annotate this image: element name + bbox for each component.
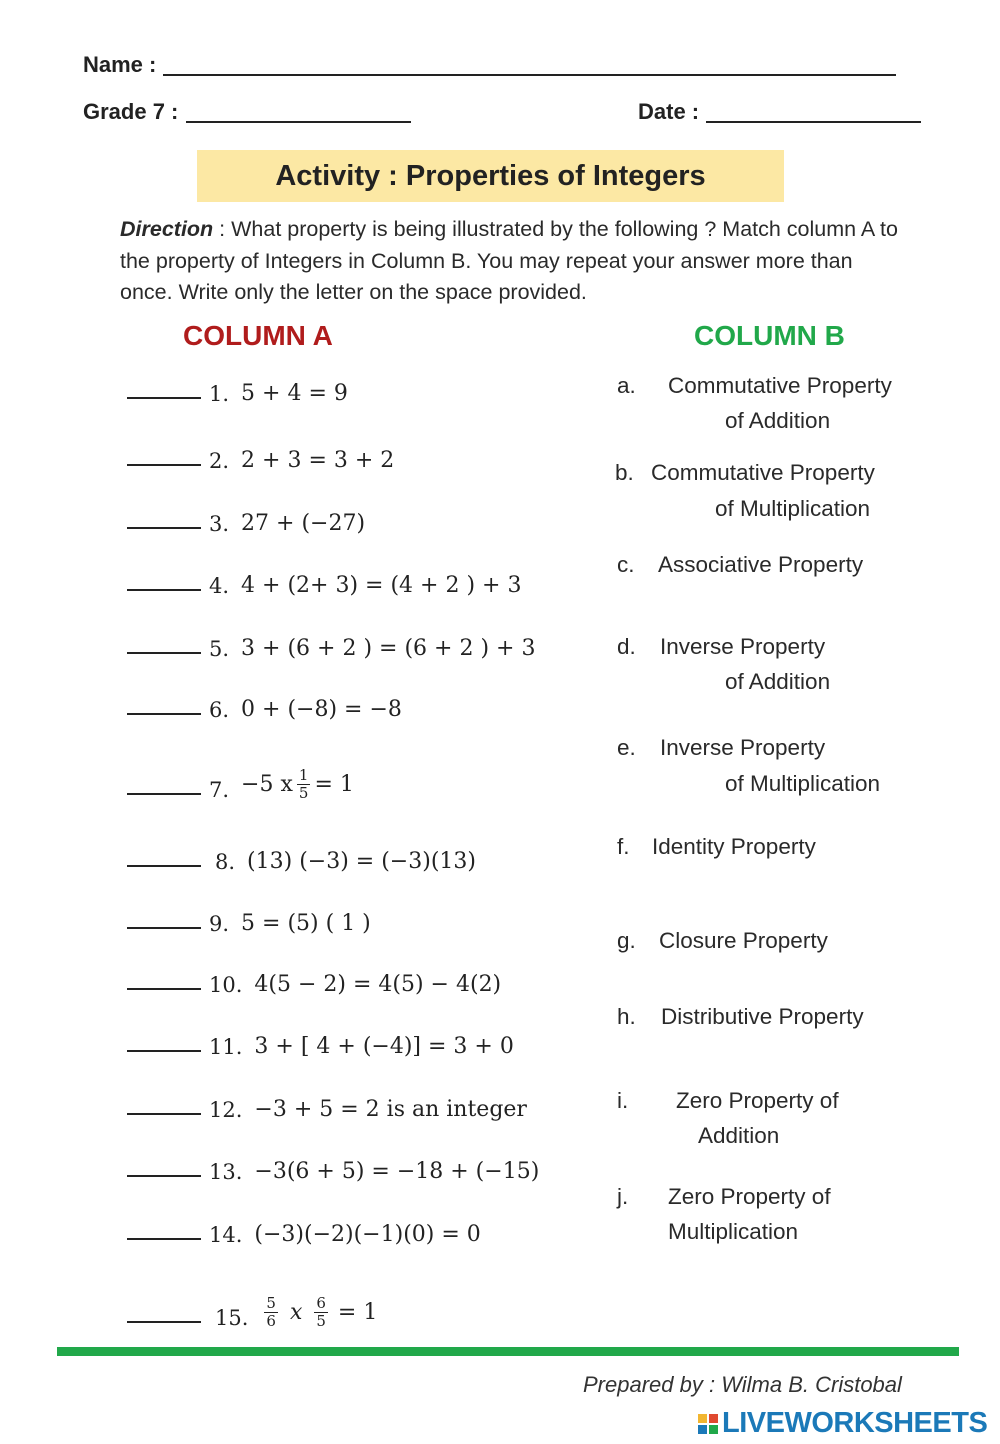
- option-i-letter: i.: [617, 1088, 629, 1113]
- option-j-line2: Multiplication: [668, 1219, 799, 1244]
- question-expression: (13) (−3) = (−3)(13): [247, 849, 476, 874]
- answer-blank[interactable]: [127, 1050, 201, 1052]
- question-number: 8.: [215, 850, 236, 874]
- date-label: Date :: [638, 99, 700, 124]
- activity-title: Activity : Properties of Integers: [275, 159, 706, 192]
- question-row: [127, 834, 476, 874]
- logo-text: LIVEWORKSHEETS: [722, 1407, 988, 1439]
- option-i-line1: Zero Property of: [676, 1088, 839, 1113]
- footer-divider: [57, 1347, 959, 1356]
- question-expression: 3 + [ 4 + (−4)] = 3 + 0: [254, 1034, 514, 1059]
- question-number: 10.: [209, 973, 243, 997]
- answer-blank[interactable]: [127, 652, 201, 654]
- option-e-line1: Inverse Property: [660, 735, 826, 760]
- question-expression: 4 + (2+ 3) = (4 + 2 ) + 3: [241, 573, 522, 598]
- prepared-by: Prepared by : Wilma B. Cristobal: [583, 1372, 902, 1397]
- activity-title-box: [197, 150, 784, 202]
- answer-blank[interactable]: [127, 589, 201, 591]
- question-number: 5.: [209, 637, 230, 661]
- question-expression: [241, 767, 354, 802]
- option-i-line2: Addition: [698, 1123, 780, 1148]
- question-expression: 3 + (6 + 2 ) = (6 + 2 ) + 3: [241, 636, 536, 661]
- option-b-letter: b.: [615, 460, 634, 485]
- answer-blank[interactable]: [127, 927, 201, 929]
- question-row: [127, 1290, 377, 1330]
- answer-blank[interactable]: [127, 1175, 201, 1177]
- question-row: [127, 496, 365, 536]
- option-c-line1: Associative Property: [658, 552, 864, 577]
- option-c-letter: c.: [617, 552, 635, 577]
- fraction-numerator: 1: [298, 766, 309, 784]
- question-row: [127, 896, 371, 936]
- answer-blank[interactable]: [127, 527, 201, 529]
- expression-part: = 1: [337, 1300, 378, 1325]
- option-a-line2: of Addition: [725, 408, 831, 433]
- fraction-denominator: 5: [298, 784, 309, 802]
- question-number: 14.: [209, 1223, 243, 1247]
- answer-blank[interactable]: [127, 1113, 201, 1115]
- question-expression: 0 + (−8) = −8: [241, 697, 402, 722]
- direction-body: : What property is being illustrated by the following ? Match column A to the property of Integers in Column B. You may repeat your answer more than once. Write only the letter on the space provided.: [120, 217, 898, 304]
- question-number: 12.: [209, 1098, 243, 1122]
- question-row: [127, 682, 402, 722]
- question-row: [127, 366, 348, 406]
- direction-lead: Direction: [120, 217, 214, 241]
- option-d-line1: Inverse Property: [660, 634, 826, 659]
- fraction: [297, 767, 311, 802]
- option-g-line1: Closure Property: [659, 928, 828, 953]
- option-g-letter: g.: [617, 928, 636, 953]
- column-a-heading: COLUMN A: [183, 320, 333, 351]
- column-b-heading: COLUMN B: [694, 320, 845, 351]
- name-field[interactable]: [163, 74, 896, 76]
- option-h-line1: Distributive Property: [661, 1004, 864, 1029]
- question-number: 11.: [209, 1035, 243, 1059]
- question-number: 1.: [209, 382, 230, 406]
- date-field[interactable]: [706, 121, 921, 123]
- fraction-denominator: 6: [266, 1312, 276, 1330]
- direction-text: [120, 214, 900, 309]
- option-f-letter: f.: [617, 834, 630, 859]
- answer-blank[interactable]: [127, 793, 201, 795]
- question-row: [127, 433, 394, 473]
- question-number: 13.: [209, 1160, 243, 1184]
- fraction: [264, 1295, 278, 1330]
- answer-blank[interactable]: [127, 464, 201, 466]
- fraction-numerator: 5: [266, 1294, 276, 1312]
- answer-blank[interactable]: [127, 988, 201, 990]
- answer-blank[interactable]: [127, 713, 201, 715]
- question-number: 7.: [209, 778, 230, 802]
- option-f-line1: Identity Property: [652, 834, 816, 859]
- question-expression: 5 = (5) ( 1 ): [241, 911, 371, 936]
- grade-label: Grade 7 :: [83, 99, 179, 124]
- answer-blank[interactable]: [127, 1321, 201, 1323]
- question-expression: −3(6 + 5) = −18 + (−15): [254, 1159, 540, 1184]
- fraction-denominator: 5: [316, 1312, 326, 1330]
- option-a-letter: a.: [617, 373, 636, 398]
- question-expression: 5 + 4 = 9: [241, 381, 348, 406]
- question-row: [127, 1207, 481, 1247]
- fraction-numerator: 6: [316, 1294, 326, 1312]
- question-expression: 4(5 − 2) = 4(5) − 4(2): [254, 972, 502, 997]
- question-row: [127, 762, 354, 802]
- question-expression: −3 + 5 = 2 is an integer: [254, 1097, 527, 1122]
- question-expression: 27 + (−27): [241, 511, 366, 536]
- question-row: [127, 957, 501, 997]
- liveworksheets-logo[interactable]: [698, 1407, 987, 1440]
- question-number: 9.: [209, 912, 230, 936]
- option-d-line2: of Addition: [725, 669, 831, 694]
- question-row: [127, 558, 521, 598]
- question-row: [127, 1144, 539, 1184]
- option-j-line1: Zero Property of: [668, 1184, 831, 1209]
- option-e-line2: of Multiplication: [725, 771, 881, 796]
- option-h-letter: h.: [617, 1004, 636, 1029]
- answer-blank[interactable]: [127, 397, 201, 399]
- option-e-letter: e.: [617, 735, 636, 760]
- option-a-line1: Commutative Property: [668, 373, 892, 398]
- name-label: Name :: [83, 52, 157, 77]
- question-number: 2.: [209, 449, 230, 473]
- question-expression: 2 + 3 = 3 + 2: [241, 448, 395, 473]
- grade-field[interactable]: [186, 121, 411, 123]
- expression-part: x: [289, 1300, 303, 1325]
- question-number: 4.: [209, 574, 230, 598]
- option-b-line2: of Multiplication: [715, 496, 871, 521]
- fraction: [314, 1295, 328, 1330]
- option-b-line1: Commutative Property: [651, 460, 875, 485]
- question-row: [127, 621, 535, 661]
- answer-blank[interactable]: [127, 865, 201, 867]
- question-number: 15.: [215, 1306, 249, 1330]
- expression-part: = 1: [314, 772, 354, 797]
- option-j-letter: j.: [617, 1184, 629, 1209]
- question-row: [127, 1019, 514, 1059]
- expression-part: −5 x: [241, 772, 293, 797]
- question-expression: [260, 1295, 377, 1330]
- question-number: 3.: [209, 512, 230, 536]
- option-d-letter: d.: [617, 634, 636, 659]
- question-row: [127, 1082, 527, 1122]
- answer-blank[interactable]: [127, 1238, 201, 1240]
- question-number: 6.: [209, 698, 230, 722]
- question-expression: (−3)(−2)(−1)(0) = 0: [254, 1222, 481, 1247]
- logo-icon: [698, 1414, 718, 1434]
